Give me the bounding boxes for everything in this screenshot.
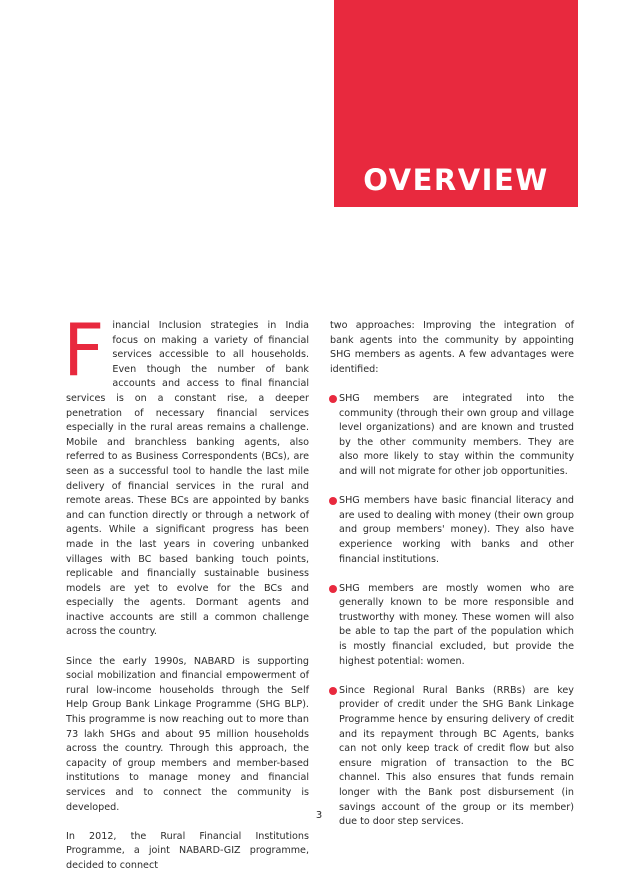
overview-banner (334, 0, 578, 207)
intro-text: inancial Inclusion strategies in India focus on making a variety of financial services accessible to all households. Even though the number of bank accounts and access to final financial services is on a constant rise, a deeper penetration of necessary financial services especially in the rural areas remains a challenge. Mobile and branchless banking agents, also referred to as Business Correspondents (BCs), are seen as a successful tool to handle the last mile delivery of financial services in the rural and remote areas. These BCs are appointed by banks and can function directly or through a network of agents. While a significant progress has been made in the last years in covering unbanked villages with BC based banking touch points, replicable and financially sustainable business models are yet to evolve for the BCs and especially the agents. Dormant agents and inactive accounts are still a common challenge across the country. (66, 320, 309, 638)
bullet-text: SHG members are mostly women who are generally known to be more responsible and trustworthy with money. These women will also be able to tap the part of the population which is mostly financial excluded, but provide the highest potential: women. (339, 582, 574, 667)
right-column (330, 319, 574, 844)
drop-cap: F (63, 308, 105, 392)
programme-paragraph: In 2012, the Rural Financial Institutions Programme, a joint NABARD-GIZ programme, decided to connect (66, 830, 309, 871)
list-item (330, 494, 574, 567)
bullet-dot-icon (329, 395, 337, 403)
nabard-paragraph: Since the early 1990s, NABARD is supporting social mobilization and financial empowerment of rural low-income households through the Self Help Group Bank Linkage Programme (SHG BLP). This programme is now reaching out to more than 73 lakh SHGs and about 95 million households across the country. Through this approach, the capacity of group members and member-based institutions to manage money and financial services and to connect the community is developed. (66, 655, 309, 813)
list-item (330, 582, 574, 670)
list-item (330, 392, 574, 480)
bullet-dot-icon (329, 585, 337, 593)
bullet-dot-icon (329, 687, 337, 695)
intro-paragraph (63, 308, 309, 640)
left-column (63, 308, 309, 888)
section-title: OVERVIEW (363, 163, 549, 197)
page-number: 3 (315, 810, 323, 821)
bullet-dot-icon (329, 497, 337, 505)
advantages-list (330, 392, 574, 830)
bullet-text: Since Regional Rural Banks (RRBs) are key provider of credit under the SHG Bank Linkage Programme hence by ensuring delivery of credit and its repayment through BC Agents, banks can not only keep track of credit flow but also ensure migration of transaction to the BC channel. This also ensures that funds remain longer with the Bank post disbursement (in savings account of the group or its member) due to door step services. (339, 684, 574, 828)
approach-paragraph: two approaches: Improving the integration of bank agents into the community by appointing SHG members as agents. A few advantages were identified: (330, 320, 574, 375)
bullet-text: SHG members have basic financial literacy and are used to dealing with money (their own group and group members' money). They also have experience working with banks and other financial institutions. (339, 495, 574, 565)
list-item (330, 684, 574, 830)
bullet-text: SHG members are integrated into the community (through their own group and village level organizations) and are known and trusted by the other community members. They are also more likely to stay within the community and will not migrate for other job opportunities. (339, 392, 574, 477)
